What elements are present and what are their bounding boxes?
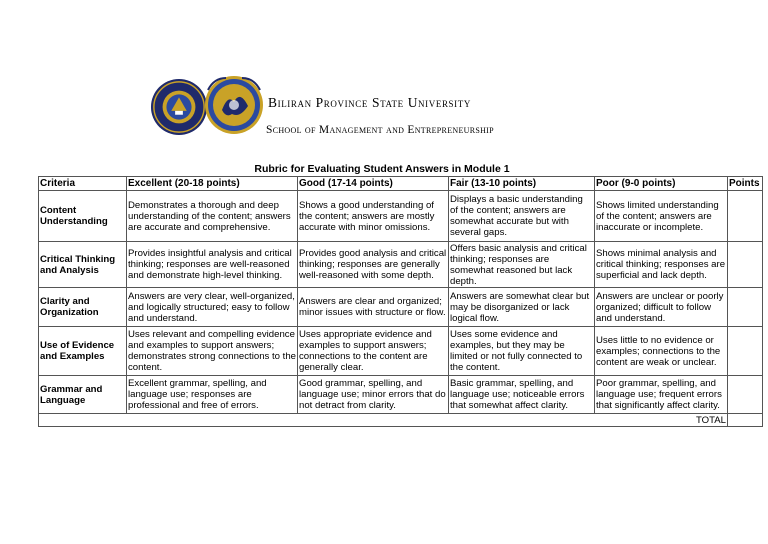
good-cell: Answers are clear and organized; minor issues with structure or flow. [298, 288, 449, 327]
fair-cell: Uses some evidence and examples, but they may be limited or not fully connected to the content. [449, 327, 595, 376]
fair-cell: Offers basic analysis and critical thinking; responses are somewhat reasoned but lack depth. [449, 242, 595, 288]
fair-cell: Displays a basic understanding of the content; answers are somewhat accurate but with several gaps. [449, 191, 595, 242]
rubric-title: Rubric for Evaluating Student Answers in Module 1 [254, 163, 510, 175]
fair-cell: Basic grammar, spelling, and language use; noticeable errors that somewhat affect clarity. [449, 376, 595, 414]
school-seal-logo [204, 72, 264, 138]
points-cell[interactable] [728, 376, 763, 414]
table-row [39, 288, 763, 327]
excellent-cell: Answers are very clear, well-organized, and logically structured; easy to follow and understand. [127, 288, 298, 327]
table-row [39, 191, 763, 242]
excellent-cell: Provides insightful analysis and critical thinking; responses are well-reasoned and demonstrate high-level thinking. [127, 242, 298, 288]
poor-cell: Answers are unclear or poorly organized; difficult to follow and understand. [595, 288, 728, 327]
excellent-cell: Uses relevant and compelling evidence and examples to support answers; demonstrates strong connections to the content. [127, 327, 298, 376]
good-cell: Uses appropriate evidence and examples to support answers; connections to the content are generally clear. [298, 327, 449, 376]
poor-cell: Shows limited understanding of the content; answers are inaccurate or incomplete. [595, 191, 728, 242]
points-cell[interactable] [728, 288, 763, 327]
rubric-table [38, 176, 763, 427]
poor-cell: Uses little to no evidence or examples; connections to the content are weak or unclear. [595, 327, 728, 376]
criteria-cell: Use of Evidence and Examples [39, 327, 127, 376]
points-cell[interactable] [728, 191, 763, 242]
total-label: TOTAL [39, 414, 728, 427]
good-cell: Provides good analysis and critical thinking; responses are generally well-reasoned with some depth. [298, 242, 449, 288]
poor-cell: Poor grammar, spelling, and language use; frequent errors that significantly affect clarity. [595, 376, 728, 414]
header-points: Points [728, 177, 763, 191]
header-good: Good (17-14 points) [298, 177, 449, 191]
points-cell[interactable] [728, 242, 763, 288]
criteria-cell: Grammar and Language [39, 376, 127, 414]
header-excellent: Excellent (20-18 points) [127, 177, 298, 191]
criteria-cell: Content Understanding [39, 191, 127, 242]
university-seal-logo [150, 78, 208, 136]
poor-cell: Shows minimal analysis and critical thinking; responses are superficial and lack depth. [595, 242, 728, 288]
university-name: Biliran Province State University [268, 95, 471, 110]
header-criteria: Criteria [39, 177, 127, 191]
good-cell: Good grammar, spelling, and language use; minor errors that do not detract from clarity. [298, 376, 449, 414]
table-header-row [39, 177, 763, 191]
letterhead [0, 0, 768, 160]
criteria-cell: Critical Thinking and Analysis [39, 242, 127, 288]
excellent-cell: Excellent grammar, spelling, and language use; responses are professional and free of errors. [127, 376, 298, 414]
good-cell: Shows a good understanding of the content; answers are mostly accurate with minor omissions. [298, 191, 449, 242]
points-cell[interactable] [728, 327, 763, 376]
fair-cell: Answers are somewhat clear but may be disorganized or lack logical flow. [449, 288, 595, 327]
header-fair: Fair (13-10 points) [449, 177, 595, 191]
total-row [39, 414, 763, 427]
table-row [39, 376, 763, 414]
table-row [39, 327, 763, 376]
school-name: School of Management and Entrepreneurship [266, 124, 494, 136]
total-points-cell[interactable] [728, 414, 763, 427]
header-poor: Poor (9-0 points) [595, 177, 728, 191]
excellent-cell: Demonstrates a thorough and deep understanding of the content; answers are accurate and comprehensive. [127, 191, 298, 242]
criteria-cell: Clarity and Organization [39, 288, 127, 327]
table-row [39, 242, 763, 288]
